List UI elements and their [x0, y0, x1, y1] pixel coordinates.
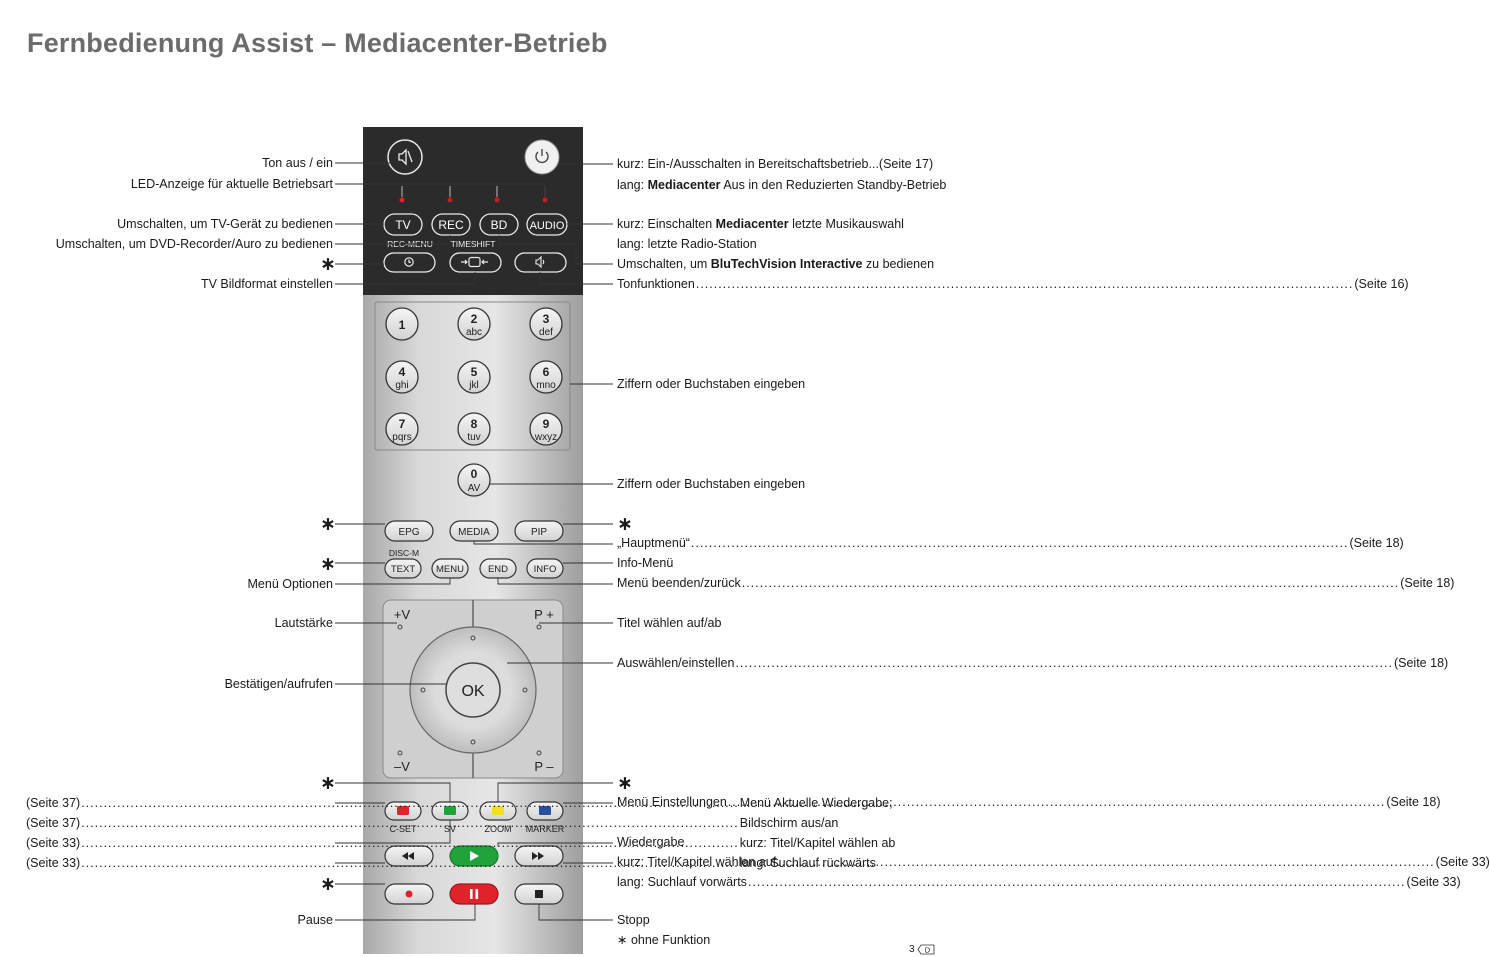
power-button[interactable] — [525, 140, 559, 174]
label-text: lang: Suchlauf vorwärts — [617, 875, 747, 889]
label-kurz-auf — [617, 855, 1490, 870]
cset-label: C-SET — [389, 824, 417, 834]
label-menue-optionen: Menü Optionen — [247, 577, 333, 591]
page-title: Fernbedienung Assist – Mediacenter-Betrieb — [27, 28, 608, 58]
label-lang-radio: lang: letzte Radio-Station — [617, 237, 757, 251]
text-label: TEXT — [390, 564, 416, 575]
rec-button-label: REC — [438, 218, 464, 232]
page-ref: ...(Seite 17) — [868, 157, 934, 171]
label-umschalten-tv: Umschalten, um TV-Gerät zu bedienen — [117, 217, 333, 231]
digit-letters-5: jkl — [469, 380, 479, 391]
star-text: ∗ — [320, 554, 336, 575]
label-lang-vor — [617, 875, 1461, 890]
label-bold: Mediacenter — [647, 178, 721, 192]
label-umschalten-blu — [617, 257, 934, 272]
digit-letters-2: abc — [465, 327, 483, 338]
timeshift-label: TIMESHIFT — [450, 239, 496, 249]
keypad — [386, 308, 562, 445]
label-auswaehlen — [617, 656, 1449, 671]
zero-sub: AV — [467, 483, 481, 494]
label-bold: Mediacenter — [715, 217, 789, 231]
page-ref: (Seite 33) — [1406, 875, 1461, 889]
zoom-label: ZOOM — [484, 824, 512, 834]
menu-label: MENU — [436, 564, 464, 575]
mute-button[interactable] — [388, 140, 422, 174]
record-icon — [406, 891, 413, 898]
digit-letters-4: ghi — [395, 380, 409, 391]
page-ref: (Seite 18) — [1400, 576, 1455, 590]
digit-label-2: 2 — [470, 312, 478, 326]
label-pause: Pause — [297, 913, 333, 927]
label-text: Umschalten, um — [617, 257, 711, 271]
label-ton-aus: Ton aus / ein — [262, 156, 333, 170]
digit-label-7: 7 — [398, 417, 406, 431]
prog-up-label: P + — [534, 607, 554, 622]
label-text: Menü Aktuelle Wiedergabe; — [739, 796, 893, 810]
led-audio — [543, 198, 548, 203]
digit-label-5: 5 — [470, 365, 478, 379]
led-rec — [448, 198, 453, 203]
star-record: ∗ — [320, 874, 336, 895]
label-umschalten-dvd: Umschalten, um DVD-Recorder/Auro zu bedienen — [55, 237, 333, 251]
page-number — [909, 944, 935, 955]
label-text: lang: Suchlauf rückwärts — [739, 856, 876, 870]
star-epg: ∗ — [320, 514, 336, 535]
pause-button[interactable] — [450, 884, 498, 904]
label-wiedergabe: Wiedergabe — [617, 835, 685, 849]
label-ohne-funktion: ∗ ohne Funktion — [617, 933, 711, 947]
label-text: Aus in den Reduzierten Standby-Betrieb — [720, 178, 947, 192]
label-hauptmenue — [617, 536, 1404, 551]
timeshift-button[interactable] — [450, 253, 501, 272]
label-menue-einstellungen — [617, 795, 1441, 810]
label-bold: BluTechVision Interactive — [710, 257, 863, 271]
bd-button-label: BD — [490, 218, 508, 232]
pip-label: PIP — [530, 527, 548, 538]
page-ref: (Seite 18) — [1386, 795, 1441, 809]
digit-label-6: 6 — [542, 365, 550, 379]
label-text: kurz: Titel/Kapitel wählen auf — [617, 855, 777, 869]
end-label: END — [487, 564, 509, 575]
page-ref: (Seite 37) — [26, 796, 81, 810]
label-text: kurz: Einschalten — [617, 217, 716, 231]
rec-menu-label: REC-MENU — [387, 239, 433, 249]
prog-down-label: P – — [534, 759, 554, 774]
star-yellow: ∗ — [617, 773, 633, 794]
zero-digit: 0 — [470, 467, 478, 481]
vol-down-label: –V — [394, 759, 410, 774]
digit-letters-7: pqrs — [392, 432, 412, 443]
vol-up-label: +V — [393, 607, 411, 622]
label-bestaetigen: Bestätigen/aufrufen — [224, 677, 333, 691]
label-led: LED-Anzeige für aktuelle Betriebsart — [130, 177, 333, 191]
star-rec-menu: ∗ — [320, 254, 336, 275]
disc-m-label: DISC-M — [388, 548, 420, 558]
digit-label-1: 1 — [398, 318, 406, 332]
label-tv-bildformat: TV Bildformat einstellen — [200, 277, 333, 291]
label-kurz-einschalten — [617, 217, 904, 232]
label-info-menue: Info-Menü — [617, 556, 674, 570]
label-stopp: Stopp — [617, 913, 650, 927]
media-label: MEDIA — [458, 527, 490, 538]
digit-label-4: 4 — [398, 365, 406, 379]
tv-button-label: TV — [395, 218, 411, 232]
label-ziffern-1: Ziffern oder Buchstaben eingeben — [617, 377, 806, 391]
digit-label-3: 3 — [542, 312, 550, 326]
label-kurz-ein — [617, 157, 934, 172]
label-menue-beenden — [617, 576, 1455, 591]
label-text: „Hauptmenü“ — [617, 536, 690, 550]
page-ref: (Seite 18) — [1349, 536, 1404, 550]
stop-icon — [535, 890, 543, 898]
page-ref: (Seite 18) — [1393, 656, 1449, 670]
label-text: kurz: Titel/Kapitel wählen ab — [739, 836, 896, 850]
page-ref: (Seite 16) — [1354, 277, 1409, 291]
page-ref: (Seite 37) — [26, 816, 81, 830]
label-text: Menü Einstellungen — [617, 795, 727, 809]
label-tonfunktionen — [617, 277, 1409, 292]
language-badge-icon — [917, 944, 935, 955]
sv-label: SV — [443, 824, 457, 834]
label-text: Menü beenden/zurück — [617, 576, 741, 590]
digit-letters-3: def — [539, 327, 553, 338]
led-tv — [400, 198, 405, 203]
digit-letters-8: tuv — [467, 432, 481, 443]
label-text: Bildschirm aus/an — [739, 816, 839, 830]
digit-label-8: 8 — [470, 417, 478, 431]
audio-button-label: AUDIO — [529, 220, 565, 232]
marker-label: MARKER — [525, 824, 565, 834]
digit-letters-9: wxyz — [534, 432, 558, 443]
label-text: Auswählen/einstellen — [617, 656, 735, 670]
label-text: Tonfunktionen — [617, 277, 695, 291]
label-lautstaerke: Lautstärke — [274, 616, 333, 630]
language-badge-text: D — [925, 945, 931, 955]
label-text: letzte Musikauswahl — [788, 217, 904, 231]
digit-label-9: 9 — [542, 417, 550, 431]
epg-label: EPG — [398, 527, 420, 538]
label-text: lang: — [617, 178, 648, 192]
label-text: kurz: Ein-/Ausschalten in Bereitschaftsbetrieb — [617, 157, 869, 171]
star-pip: ∗ — [617, 514, 633, 535]
label-text: zu bedienen — [862, 257, 935, 271]
ok-label: OK — [461, 683, 485, 700]
page-number-text: 3 — [909, 944, 915, 956]
page-ref: (Seite 33) — [26, 836, 81, 850]
led-bd — [495, 198, 500, 203]
digit-letters-6: mno — [536, 380, 556, 391]
page-ref: (Seite 33) — [26, 856, 81, 870]
label-ziffern-2: Ziffern oder Buchstaben eingeben — [617, 477, 806, 491]
label-titel-auf-ab: Titel wählen auf/ab — [617, 616, 722, 630]
page-ref: (Seite 33) — [1435, 855, 1490, 869]
star-green: ∗ — [320, 773, 336, 794]
label-lang-mediacenter — [617, 178, 946, 193]
info-label: INFO — [533, 564, 557, 575]
